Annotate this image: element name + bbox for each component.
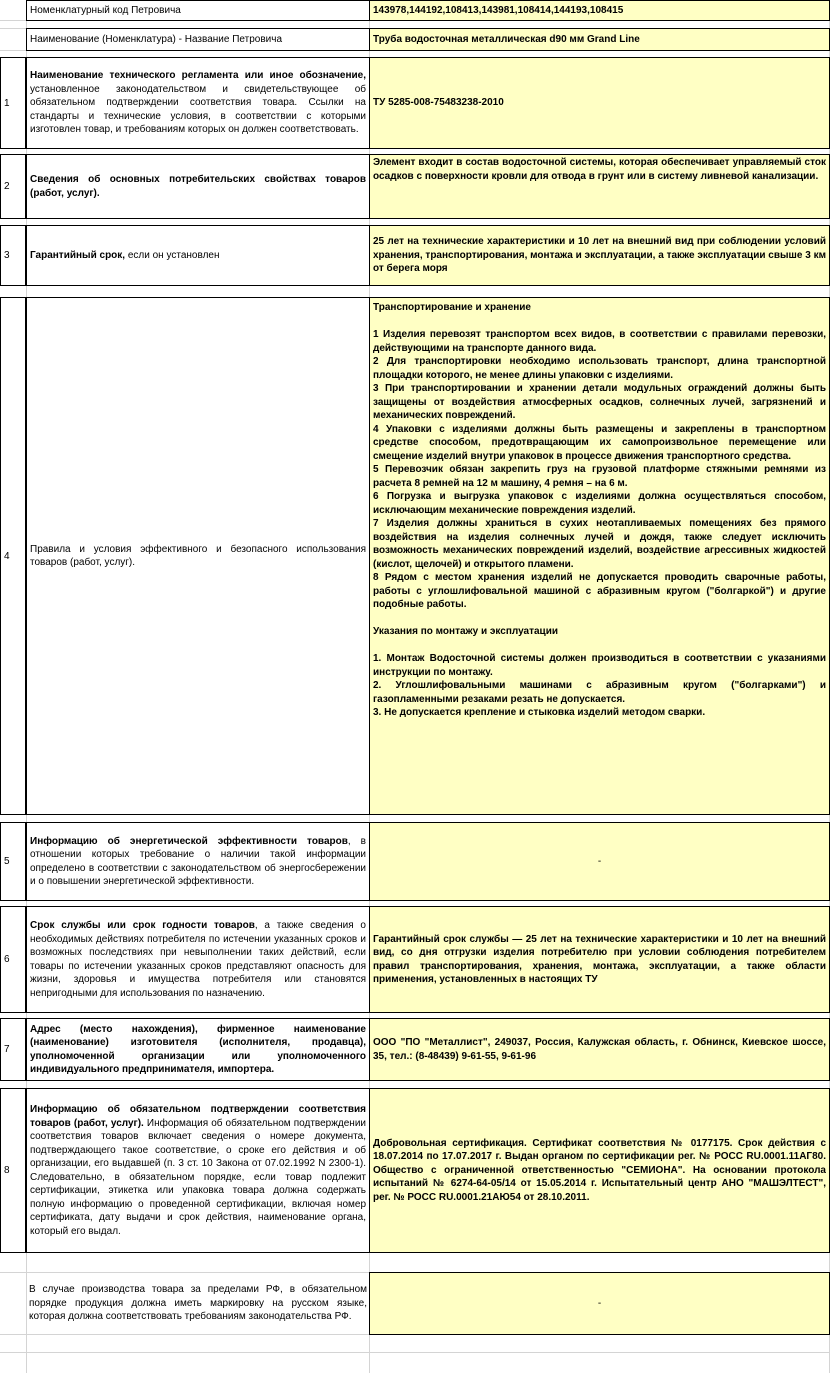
requirement-label-bold: Адрес (место нахождения), фирменное наименование (наименование) изготовителя (исполнителя, продавца), уполномоченной организации или уполномоченного индивидуального предпринимателя, импортера. — [30, 1023, 366, 1075]
foreign-production-value: - — [597, 1298, 602, 1309]
row-number: 1 — [4, 97, 10, 109]
row-number-cell — [0, 906, 26, 1013]
requirement-label — [27, 918, 369, 1001]
requirement-label-rest: Правила и условия эффективного и безопасного использования товаров (работ, услуг). — [30, 543, 366, 568]
installation-rule-3: 3. Не допускается крепление и стыковка изделий методом сварки. — [373, 707, 706, 718]
requirement-label — [27, 1102, 369, 1239]
requirement-value-cell — [369, 154, 830, 219]
product-name-label: Наименование (Номенклатура) - Название Петровича — [30, 33, 283, 45]
row-number: 4 — [4, 550, 10, 562]
transport-rule-1: 1 Изделия перевозят транспортом всех видов, в соответствии с правилами перевозки, действующими на транспорте данного вида. — [373, 329, 826, 354]
requirement-label — [27, 172, 369, 201]
requirement-label-rest: если он установлен — [125, 249, 220, 261]
requirement-label-cell — [26, 906, 370, 1013]
requirement-label-cell — [26, 154, 370, 219]
requirement-label — [27, 1022, 369, 1078]
row-number-cell — [0, 822, 26, 901]
warranty-value: 25 лет на технические характеристики и 10 лет на внешний вид при соблюдении условий хранения, транспортирования, монтажа и эксплуатации, а также эксплуатации свыше 3 км от берега моря — [373, 236, 826, 275]
requirement-value-cell — [369, 1018, 830, 1081]
requirement-label-cell — [26, 57, 370, 149]
requirement-label-rest: установленное законодательством и свидетельствующее об обязательном подтверждении соответствия товара. Ссылки на стандарты и технические условия, в соответствии с которыми изготовлен товар, и требованиям которых он должен соответствовать. — [30, 83, 366, 136]
row-number-cell — [0, 154, 26, 219]
requirement-label-bold: Сведения об основных потребительских свойствах товаров (работ, услуг). — [30, 174, 366, 199]
row-number: 5 — [4, 856, 10, 867]
requirement-value-cell — [369, 822, 830, 901]
gridline — [0, 1352, 830, 1353]
nomenclature-code-value: 143978,144192,108413,143981,108414,144193,108415 — [373, 4, 624, 16]
requirement-label — [27, 834, 369, 890]
consumer-properties-value: Элемент входит в состав водосточной системы, которая обеспечивает управляемый сток осадков с поверхности кровли для отвода в грунт или в систему ливневой канализации. — [373, 157, 826, 182]
requirement-label-cell — [26, 822, 370, 901]
row-number: 3 — [4, 250, 10, 261]
requirement-label-bold: Наименование технического регламента или иное обозначение, — [30, 70, 366, 82]
header-label-cell — [26, 28, 370, 51]
foreign-production-label: В случае производства товара за пределами РФ, в обязательном порядке продукция должна иметь маркировку на русском языке, которая должна соответствовать требованиям законодательства РФ. — [29, 1284, 367, 1323]
row-number-cell — [0, 1088, 26, 1253]
technical-spec-value: ТУ 5285-008-75483238-2010 — [373, 97, 504, 109]
manufacturer-address-value: ООО "ПО "Металлист", 249037, Россия, Калужская область, г. Обнинск, Киевское шоссе, 35, тел.: (8-48439) 9-61-55, 9-61-96 — [373, 1037, 826, 1062]
transport-rule-6: 6 Погрузка и выгрузка упаковок с изделиями должна осуществляться способом, исключающим механические повреждения изделий. — [373, 491, 826, 516]
requirement-label-bold: Гарантийный срок, — [30, 249, 126, 261]
row-number-cell — [0, 225, 26, 286]
row-number-cell — [0, 297, 26, 815]
requirement-label-cell — [26, 297, 370, 815]
row-number: 8 — [4, 1165, 10, 1176]
requirement-label — [27, 248, 369, 264]
certification-value: Добровольная сертификация. Сертификат соответствия № 0177175. Срок действия с 18.07.2014 по 17.07.2017 г. Выдан органом по сертификации рег. № РОСС RU.0001.11АГ80. Общество с ограниченной ответственностью "СЕМИОНА". На основании протокола испытаний № 6274-64-05/14 от 15.05.2014 г. Испытательный центр АНО "МАШЭЛТЕСТ", рег. № РОСС RU.0001.21АЮ54 от 28.10.2011. — [373, 1137, 826, 1203]
transport-rule-3: 3 При транспортировании и хранении детали модульных ограждений должны быть защищены от воздействия атмосферных осадков, солнечных лучей, загрязнений и механических повреждений. — [373, 383, 826, 421]
row-number-cell — [0, 1018, 26, 1081]
requirement-label — [27, 542, 369, 571]
row-number: 2 — [4, 181, 10, 192]
transport-rule-7: 7 Изделия должны храниться в сухих неотапливаемых помещениях без прямого воздействия на изделия солнечных лучей и дождя, также следует исключить возможность механических повреждений изделий, воздействие агрессивных жидкостей (кислот, щелочей) и открытого пламени. — [373, 518, 826, 570]
requirement-label-rest: , а также сведения о необходимых действиях потребителя по истечении указанных сроков и возможных последствиях при невыполнении таких действий, если товары по истечении указанных сроков представляют опасность для жизни, здоровья и имущества потребителя или становятся непригодными для использования по назначению. — [30, 920, 366, 999]
service-life-value: Гарантийный срок службы — 25 лет на технические характеристики и 10 лет на внешний вид, со дня отгрузки изделия потребителю при условии соблюдения потребителем правил транспортирования, хранения, монтажа, эксплуатации, а также области применения, установленных в настоящих ТУ — [373, 933, 826, 985]
transport-rule-4: 4 Упаковки с изделиями должны быть размещены и закреплены в транспортном средстве способом, предотвращающим их самопроизвольное перемещение или смещение изделий внутри упаковок в процессе движения транспортного средства. — [373, 423, 826, 462]
requirement-value-cell — [369, 225, 830, 286]
requirement-value-cell — [369, 297, 830, 815]
requirement-label-rest: , в отношении которых требование о наличии такой информации определено в соответствии с законодательством об энергосбережении и о повышении энергетической эффективности. — [30, 835, 366, 887]
requirement-label-bold: Срок службы или срок годности товаров — [30, 920, 255, 931]
row-number: 6 — [4, 954, 10, 965]
requirement-label-cell — [26, 1272, 370, 1335]
row-number: 7 — [4, 1044, 10, 1055]
installation-rule-2: 2. Углошлифовальными машинами с абразивным кругом ("болгарками") и газопламенными резаками резать не допускается. — [373, 680, 826, 705]
header-value-cell — [369, 28, 830, 51]
requirement-value-cell — [369, 1088, 830, 1253]
requirement-label-bold: Информацию об обязательном подтверждении соответствия товаров (работ, услуг). — [30, 1104, 366, 1129]
header-value-cell — [369, 0, 830, 21]
requirement-label — [27, 68, 369, 138]
header-label-cell — [26, 0, 370, 21]
requirement-label-cell — [26, 225, 370, 286]
nomenclature-code-label: Номенклатурный код Петровича — [30, 4, 181, 16]
requirement-value-cell — [369, 57, 830, 149]
requirement-value-cell — [369, 1272, 830, 1335]
transport-storage-heading: Транспортирование и хранение — [373, 302, 531, 313]
product-name-value: Труба водосточная металлическая d90 мм Grand Line — [373, 33, 640, 45]
transport-rule-8: 8 Рядом с местом хранения изделий не допускается проводить сварочные работы, работы с углошлифовальной машиной с абразивным кругом ("болгаркой") и другие подобные работы. — [373, 572, 826, 610]
installation-heading: Указания по монтажу и эксплуатации — [373, 626, 558, 637]
requirement-label-cell — [26, 1088, 370, 1253]
usage-rules-value — [370, 298, 829, 721]
energy-efficiency-value: - — [597, 856, 602, 867]
row-number-cell — [0, 57, 26, 149]
requirement-label-cell — [26, 1018, 370, 1081]
transport-rule-5: 5 Перевозчик обязан закрепить груз на грузовой платформе стяжными ремнями из расчета 8 ремней на 12 м машину, 4 ремня – на 6 м. — [373, 464, 826, 489]
requirement-label-bold: Информацию об энергетической эффективности товаров — [30, 835, 348, 847]
requirement-label-rest: Информация об обязательном подтверждении соответствия товаров включает сведения о номере документа, подтверждающего такое соответствие, о сроке его действия и об организации, его выдавшей (п. 3 ст. 10 Закона от 07.02.1992 N 2300-1). Следовательно, в обязательном порядке, если товар подлежит сертификации, этикетка или упаковка товара должна содержать полную информацию о проведенной сертификации, включая номер сертификата, дату выдачи и срок действия, наименование органа, который его выдал. — [30, 1117, 367, 1237]
installation-rule-1: 1. Монтаж Водосточной системы должен производиться в соответствии с указаниями инструкции по монтажу. — [373, 653, 826, 678]
transport-rule-2: 2 Для транспортировки необходимо использовать транспорт, длина транспортной площадки которого, не менее длины упаковки с изделиями. — [373, 356, 826, 381]
requirement-value-cell — [369, 906, 830, 1013]
